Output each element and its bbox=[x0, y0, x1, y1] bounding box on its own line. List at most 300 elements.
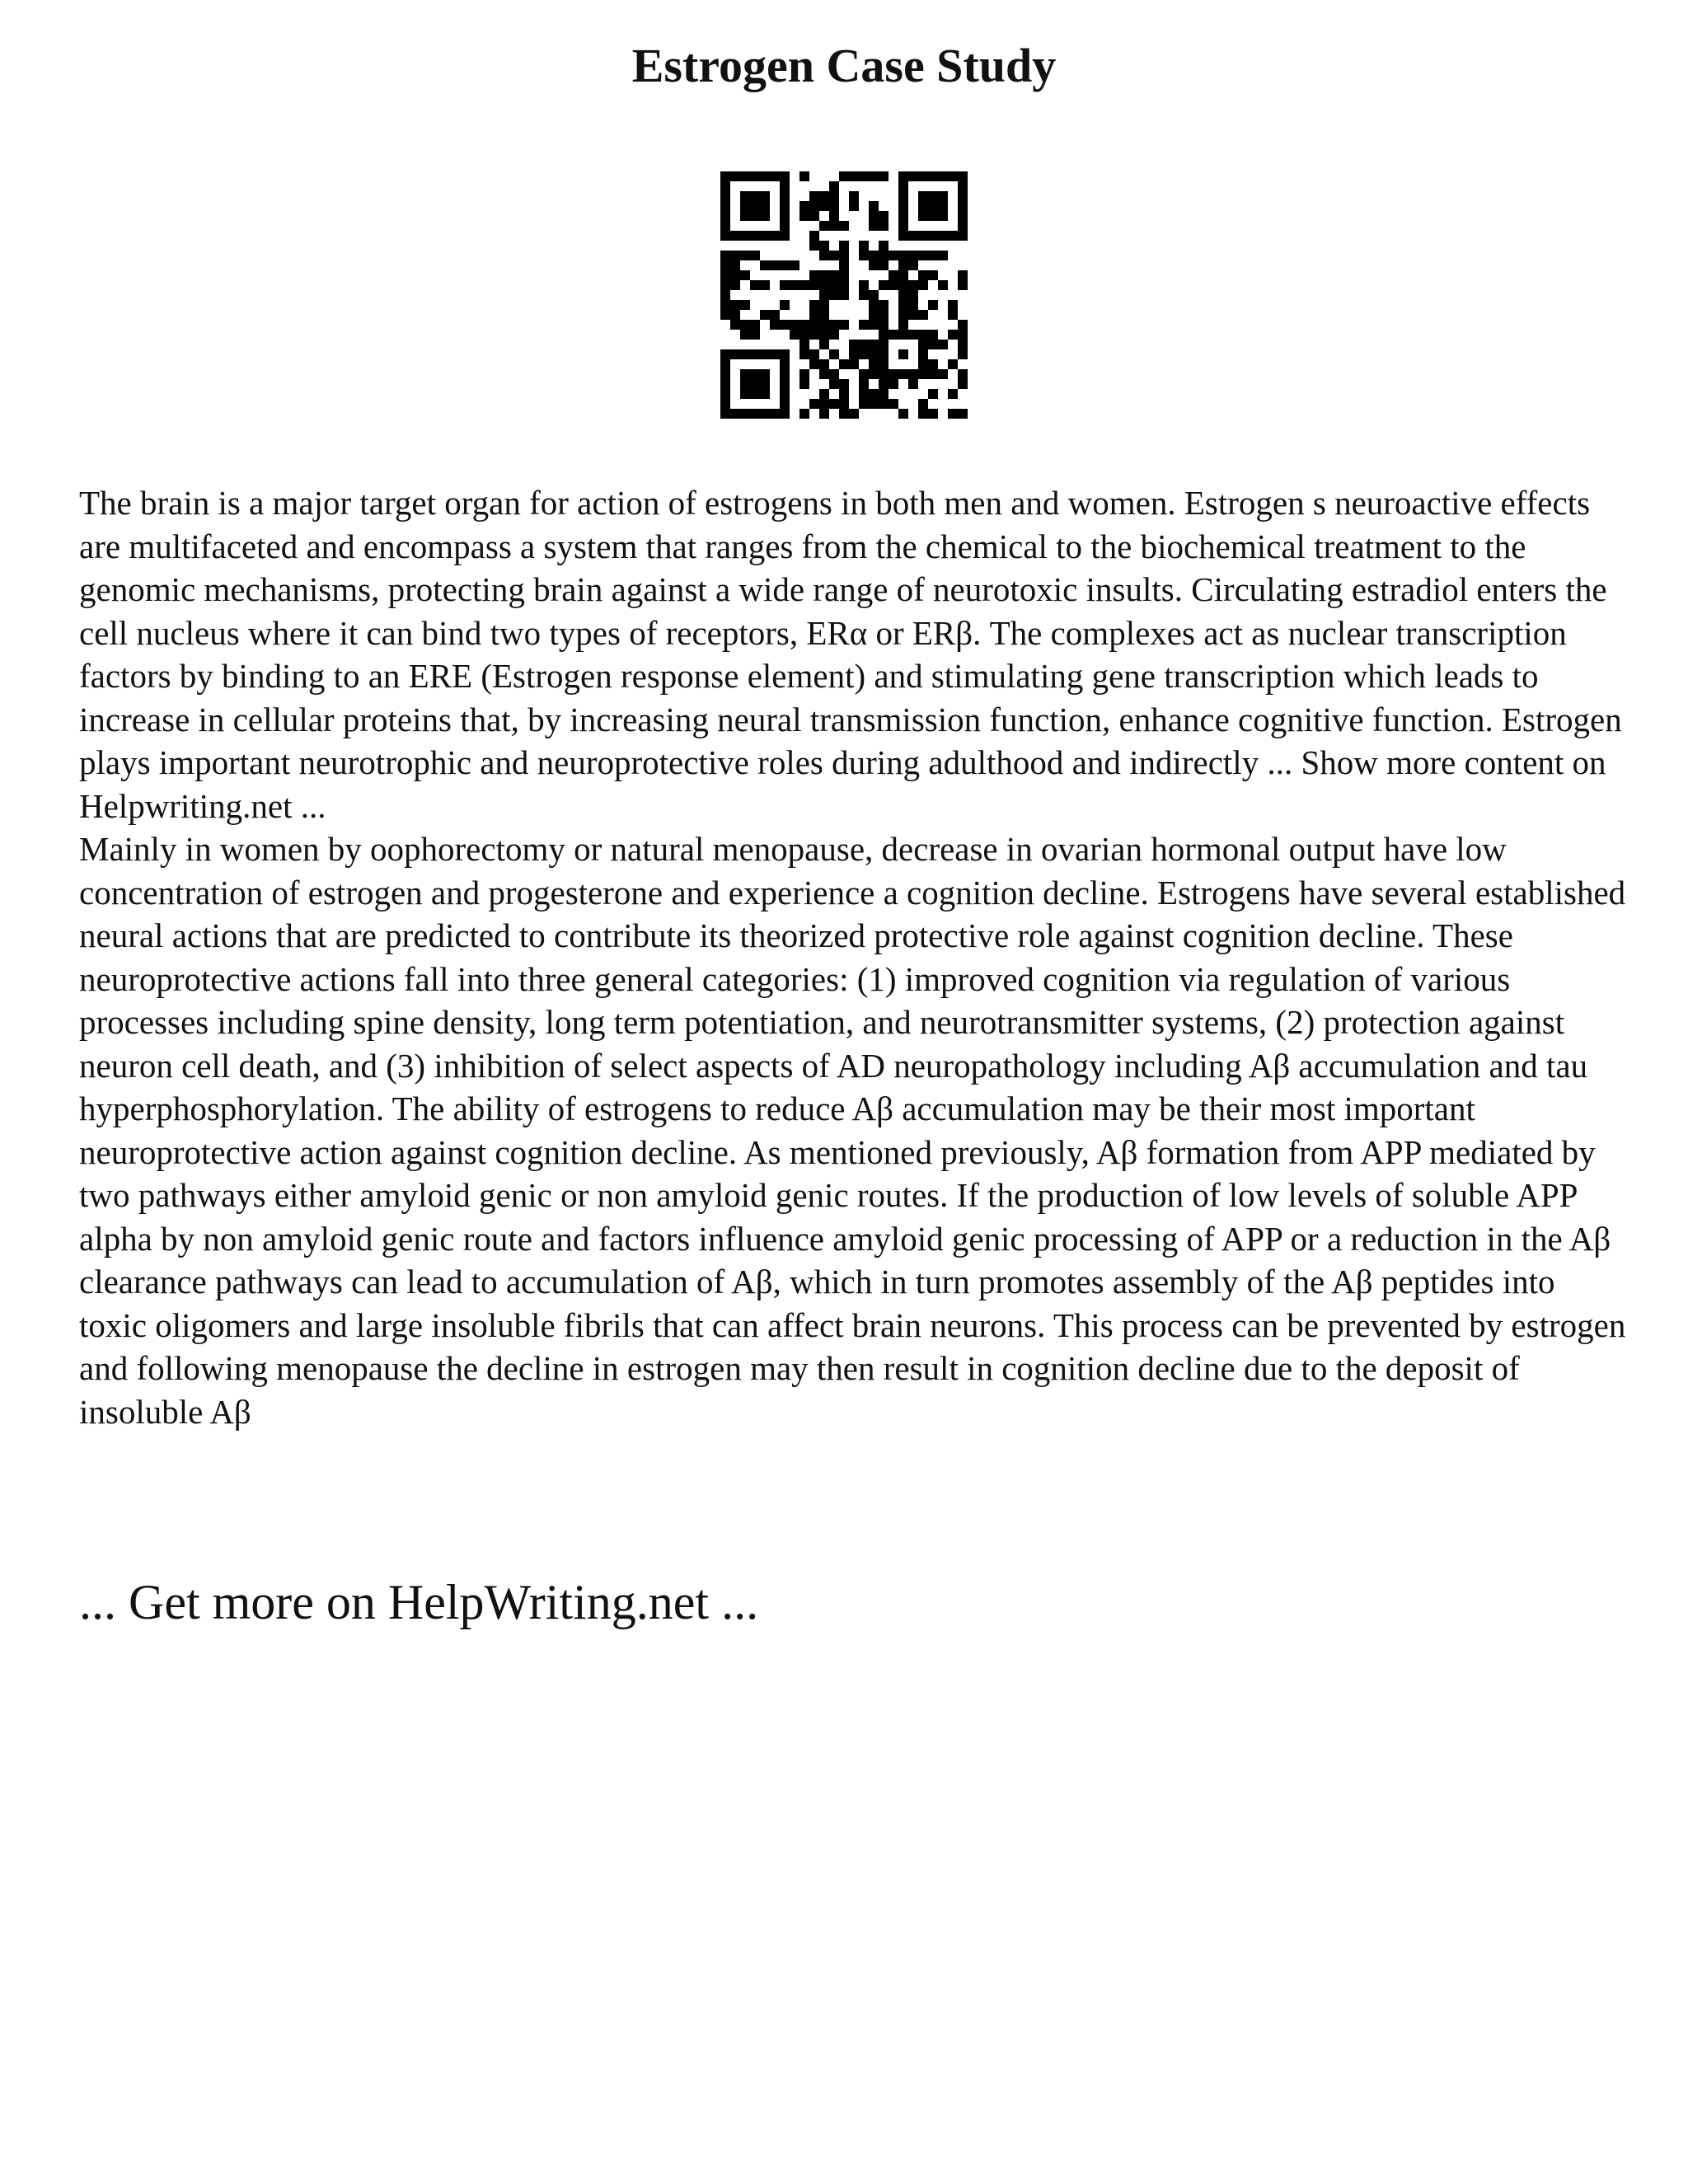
qr-module bbox=[879, 171, 889, 181]
qr-module bbox=[908, 260, 918, 270]
qr-module bbox=[958, 379, 968, 389]
qr-module bbox=[829, 221, 839, 231]
qr-module bbox=[938, 211, 948, 221]
qr-module bbox=[740, 409, 750, 419]
qr-module bbox=[750, 409, 760, 419]
qr-module bbox=[819, 280, 829, 290]
qr-module bbox=[760, 310, 770, 320]
qr-module bbox=[809, 320, 819, 330]
qr-module bbox=[839, 251, 849, 260]
qr-module bbox=[750, 251, 760, 260]
qr-module bbox=[908, 379, 918, 389]
qr-module bbox=[879, 359, 889, 369]
qr-module bbox=[839, 320, 849, 330]
qr-module bbox=[799, 330, 809, 340]
qr-module bbox=[720, 251, 730, 260]
qr-module bbox=[780, 399, 790, 409]
qr-module bbox=[730, 270, 740, 280]
qr-module bbox=[829, 201, 839, 211]
qr-module bbox=[829, 290, 839, 300]
qr-module bbox=[799, 349, 809, 359]
qr-module bbox=[869, 359, 879, 369]
qr-module bbox=[898, 181, 908, 191]
qr-module bbox=[720, 191, 730, 201]
qr-module bbox=[908, 300, 918, 310]
qr-module bbox=[839, 171, 849, 181]
qr-module bbox=[908, 231, 918, 241]
qr-module bbox=[898, 330, 908, 340]
qr-module bbox=[889, 399, 898, 409]
qr-module bbox=[849, 191, 859, 201]
qr-module bbox=[889, 379, 898, 389]
qr-module bbox=[809, 349, 819, 359]
qr-module bbox=[898, 369, 908, 379]
qr-module bbox=[889, 330, 898, 340]
qr-module bbox=[819, 201, 829, 211]
qr-module bbox=[869, 211, 879, 221]
qr-module bbox=[750, 231, 760, 241]
qr-module bbox=[730, 231, 740, 241]
qr-module bbox=[928, 171, 938, 181]
qr-module bbox=[869, 300, 879, 310]
qr-module bbox=[760, 349, 770, 359]
qr-module bbox=[958, 171, 968, 181]
qr-module bbox=[730, 409, 740, 419]
qr-module bbox=[770, 349, 780, 359]
qr-module bbox=[958, 409, 968, 419]
qr-module bbox=[780, 409, 790, 419]
qr-module bbox=[790, 330, 799, 340]
qr-module bbox=[928, 191, 938, 201]
qr-module bbox=[730, 171, 740, 181]
qr-module bbox=[730, 320, 740, 330]
qr-module bbox=[918, 280, 928, 290]
qr-module bbox=[829, 280, 839, 290]
qr-module bbox=[898, 300, 908, 310]
qr-module bbox=[809, 191, 819, 201]
qr-module bbox=[720, 181, 730, 191]
qr-module bbox=[849, 340, 859, 349]
qr-module bbox=[928, 359, 938, 369]
qr-module bbox=[819, 320, 829, 330]
qr-module bbox=[799, 211, 809, 221]
qr-module bbox=[898, 310, 908, 320]
qr-module bbox=[819, 191, 829, 201]
qr-module bbox=[819, 270, 829, 280]
qr-module bbox=[780, 191, 790, 201]
qr-module bbox=[918, 310, 928, 320]
qr-module bbox=[740, 201, 750, 211]
qr-module bbox=[849, 349, 859, 359]
qr-module bbox=[869, 251, 879, 260]
qr-module bbox=[928, 389, 938, 399]
qr-module bbox=[720, 231, 730, 241]
body-paragraph: Mainly in women by oophorectomy or natural menopause, decrease in ovarian hormonal output have low concentration of estrogen and progesterone and experience a cognition decline. Estrogens have several established neural actions that are predicted to contribute its theorized protective role against cognition decline. These neuroprotective actions fall into three general categories: (1) improved cognition via regulation of various processes including spine density, long term potentiation, and neurotransmitter systems, (2) protection against neuron cell death, and (3) inhibition of select aspects of AD neuropathology including Aβ accumulation and tau hyperphosphorylation. The ability of estrogens to reduce Aβ accumulation may be their most important neuroprotective action against cognition decline. As mentioned previously, Aβ formation from APP mediated by two pathways either amyloid genic or non amyloid genic routes. If the production of low levels of soluble APP alpha by non amyloid genic route and factors influence amyloid genic processing of APP or a reduction in the Aβ clearance pathways can lead to accumulation of Aβ, which in turn promotes assembly of the Aβ peptides into toxic oligomers and large insoluble fibrils that can affect brain neurons. This process can be prevented by estrogen and following menopause the decline in estrogen may then result in cognition decline due to the deposit of insoluble Aβ bbox=[79, 830, 1626, 1431]
qr-module bbox=[849, 201, 859, 211]
qr-module bbox=[720, 349, 730, 359]
qr-module bbox=[869, 310, 879, 320]
qr-module bbox=[859, 389, 869, 399]
qr-module bbox=[740, 300, 750, 310]
qr-module bbox=[790, 320, 799, 330]
qr-module bbox=[928, 211, 938, 221]
qr-module bbox=[889, 369, 898, 379]
get-more-link[interactable]: ... Get more on HelpWriting.net ... bbox=[79, 1575, 759, 1629]
qr-module bbox=[859, 290, 869, 300]
qr-module bbox=[809, 241, 819, 251]
qr-module bbox=[938, 251, 948, 260]
qr-module bbox=[819, 310, 829, 320]
qr-module bbox=[770, 171, 780, 181]
qr-module bbox=[720, 280, 730, 290]
qr-module bbox=[780, 181, 790, 191]
qr-module bbox=[889, 270, 898, 280]
qr-module bbox=[829, 211, 839, 221]
qr-module bbox=[958, 270, 968, 280]
qr-module bbox=[918, 340, 928, 349]
qr-module bbox=[938, 340, 948, 349]
qr-module bbox=[730, 251, 740, 260]
qr-module bbox=[918, 369, 928, 379]
qr-module bbox=[740, 389, 750, 399]
qr-module bbox=[780, 369, 790, 379]
qr-module bbox=[918, 251, 928, 260]
qr-module bbox=[938, 231, 948, 241]
qr-module bbox=[879, 369, 889, 379]
qr-module bbox=[869, 290, 879, 300]
qr-module bbox=[898, 231, 908, 241]
qr-module bbox=[829, 399, 839, 409]
qr-module bbox=[740, 231, 750, 241]
qr-module bbox=[869, 389, 879, 399]
qr-module bbox=[799, 409, 809, 419]
qr-module bbox=[898, 290, 908, 300]
qr-module bbox=[730, 349, 740, 359]
qr-module bbox=[819, 340, 829, 349]
qr-module bbox=[839, 379, 849, 389]
qr-module bbox=[938, 369, 948, 379]
qr-module bbox=[819, 409, 829, 419]
qr-module bbox=[799, 369, 809, 379]
qr-module bbox=[760, 389, 770, 399]
qr-module bbox=[879, 221, 889, 231]
qr-module bbox=[839, 389, 849, 399]
qr-module bbox=[720, 369, 730, 379]
qr-module bbox=[948, 330, 958, 340]
qr-module bbox=[809, 280, 819, 290]
qr-module bbox=[740, 211, 750, 221]
qr-module bbox=[908, 369, 918, 379]
qr-module bbox=[720, 290, 730, 300]
qr-module bbox=[780, 260, 790, 270]
qr-module bbox=[740, 369, 750, 379]
qr-module bbox=[908, 330, 918, 340]
qr-module bbox=[948, 310, 958, 320]
qr-module bbox=[720, 300, 730, 310]
qr-module bbox=[869, 399, 879, 409]
qr-module bbox=[750, 320, 760, 330]
qr-module bbox=[958, 340, 968, 349]
qr-module bbox=[918, 171, 928, 181]
qr-module bbox=[938, 171, 948, 181]
qr-module bbox=[859, 340, 869, 349]
qr-module bbox=[948, 389, 958, 399]
qr-module bbox=[799, 171, 809, 181]
qr-module bbox=[740, 171, 750, 181]
qr-module bbox=[760, 379, 770, 389]
qr-module bbox=[720, 201, 730, 211]
qr-module bbox=[839, 399, 849, 409]
qr-module bbox=[879, 260, 889, 270]
qr-module bbox=[918, 211, 928, 221]
qr-module bbox=[839, 270, 849, 280]
qr-module bbox=[928, 251, 938, 260]
qr-module bbox=[928, 231, 938, 241]
qr-module bbox=[780, 231, 790, 241]
qr-module bbox=[859, 171, 869, 181]
qr-module bbox=[799, 201, 809, 211]
qr-module bbox=[770, 320, 780, 330]
qr-module bbox=[948, 231, 958, 241]
qr-module bbox=[780, 280, 790, 290]
qr-module bbox=[889, 280, 898, 290]
qr-module bbox=[869, 369, 879, 379]
qr-module bbox=[898, 349, 908, 359]
qr-module bbox=[918, 349, 928, 359]
qr-module bbox=[859, 251, 869, 260]
qr-module bbox=[829, 349, 839, 359]
qr-module bbox=[948, 359, 958, 369]
qr-module bbox=[879, 320, 889, 330]
qr-module bbox=[898, 251, 908, 260]
qr-module bbox=[928, 330, 938, 340]
qr-module bbox=[859, 369, 869, 379]
qr-module bbox=[819, 369, 829, 379]
qr-module bbox=[879, 379, 889, 389]
qr-module bbox=[839, 290, 849, 300]
qr-module bbox=[869, 260, 879, 270]
qr-module bbox=[740, 320, 750, 330]
qr-module bbox=[859, 241, 869, 251]
qr-module bbox=[879, 340, 889, 349]
qr-module bbox=[918, 409, 928, 419]
qr-module bbox=[750, 191, 760, 201]
qr-module bbox=[720, 171, 730, 181]
qr-module bbox=[819, 221, 829, 231]
qr-module bbox=[908, 171, 918, 181]
qr-module bbox=[720, 260, 730, 270]
qr-module bbox=[720, 211, 730, 221]
qr-module bbox=[750, 379, 760, 389]
qr-module bbox=[839, 241, 849, 251]
qr-module bbox=[898, 211, 908, 221]
qr-module bbox=[809, 270, 819, 280]
qr-module bbox=[760, 171, 770, 181]
qr-module bbox=[780, 300, 790, 310]
qr-module bbox=[750, 330, 760, 340]
qr-module bbox=[958, 201, 968, 211]
qr-module bbox=[770, 409, 780, 419]
qr-module bbox=[760, 191, 770, 201]
qr-module bbox=[869, 340, 879, 349]
qr-module bbox=[730, 280, 740, 290]
qr-module bbox=[740, 270, 750, 280]
qr-module bbox=[790, 280, 799, 290]
qr-module bbox=[928, 340, 938, 349]
qr-module bbox=[809, 310, 819, 320]
qr-module bbox=[819, 241, 829, 251]
qr-module bbox=[839, 221, 849, 231]
qr-module bbox=[829, 191, 839, 201]
qr-module bbox=[750, 201, 760, 211]
qr-module bbox=[829, 251, 839, 260]
qr-module bbox=[958, 330, 968, 340]
qr-module bbox=[938, 191, 948, 201]
qr-module bbox=[780, 389, 790, 399]
qr-module bbox=[859, 349, 869, 359]
qr-module bbox=[750, 211, 760, 221]
qr-module bbox=[750, 280, 760, 290]
qr-module bbox=[879, 349, 889, 359]
qr-module bbox=[770, 310, 780, 320]
qr-module bbox=[839, 260, 849, 270]
qr-module bbox=[928, 369, 938, 379]
qr-module bbox=[958, 349, 968, 359]
qr-module bbox=[898, 260, 908, 270]
qr-module bbox=[780, 171, 790, 181]
qr-module bbox=[879, 211, 889, 221]
qr-module bbox=[908, 251, 918, 260]
qr-module bbox=[730, 300, 740, 310]
qr-module bbox=[829, 320, 839, 330]
qr-module bbox=[918, 231, 928, 241]
qr-module bbox=[958, 369, 968, 379]
qr-module bbox=[869, 349, 879, 359]
qr-module bbox=[859, 379, 869, 389]
qr-module bbox=[928, 201, 938, 211]
qr-module bbox=[938, 280, 948, 290]
qr-module bbox=[760, 260, 770, 270]
qr-module bbox=[799, 320, 809, 330]
qr-module bbox=[750, 389, 760, 399]
qr-module bbox=[879, 300, 889, 310]
qr-module bbox=[958, 280, 968, 290]
qr-module bbox=[898, 201, 908, 211]
qr-module bbox=[958, 231, 968, 241]
qr-module bbox=[780, 211, 790, 221]
qr-module bbox=[770, 260, 780, 270]
qr-module bbox=[958, 181, 968, 191]
qr-module bbox=[898, 221, 908, 231]
qr-module bbox=[849, 359, 859, 369]
qr-module bbox=[799, 340, 809, 349]
qr-module bbox=[819, 359, 829, 369]
qr-module bbox=[740, 191, 750, 201]
qr-module bbox=[879, 399, 889, 409]
qr-module bbox=[928, 300, 938, 310]
qr-module bbox=[898, 280, 908, 290]
qr-module bbox=[819, 300, 829, 310]
qr-code-icon bbox=[720, 171, 968, 419]
qr-module bbox=[918, 201, 928, 211]
qr-module bbox=[770, 231, 780, 241]
qr-module bbox=[859, 280, 869, 290]
qr-module bbox=[869, 201, 879, 211]
qr-module bbox=[799, 280, 809, 290]
qr-module bbox=[869, 221, 879, 231]
qr-module bbox=[740, 379, 750, 389]
qr-module bbox=[809, 300, 819, 310]
qr-module bbox=[809, 330, 819, 340]
qr-module bbox=[908, 280, 918, 290]
qr-module bbox=[849, 409, 859, 419]
qr-module bbox=[720, 389, 730, 399]
qr-module bbox=[918, 330, 928, 340]
qr-module bbox=[829, 379, 839, 389]
qr-module bbox=[879, 389, 889, 399]
qr-module bbox=[819, 330, 829, 340]
qr-module bbox=[760, 201, 770, 211]
qr-module bbox=[750, 369, 760, 379]
qr-module bbox=[819, 389, 829, 399]
qr-module bbox=[928, 409, 938, 419]
qr-module bbox=[948, 300, 958, 310]
qr-module bbox=[879, 241, 889, 251]
qr-module bbox=[849, 171, 859, 181]
qr-module bbox=[760, 280, 770, 290]
qr-module bbox=[908, 310, 918, 320]
qr-module bbox=[760, 369, 770, 379]
qr-module bbox=[898, 171, 908, 181]
qr-module bbox=[829, 181, 839, 191]
qr-module bbox=[898, 320, 908, 330]
qr-module bbox=[869, 320, 879, 330]
qr-module bbox=[780, 349, 790, 359]
qr-module bbox=[760, 231, 770, 241]
qr-module bbox=[918, 359, 928, 369]
qr-module bbox=[740, 349, 750, 359]
qr-module bbox=[809, 359, 819, 369]
qr-module bbox=[819, 399, 829, 409]
qr-module bbox=[958, 320, 968, 330]
qr-module bbox=[839, 359, 849, 369]
qr-module bbox=[879, 310, 889, 320]
qr-module bbox=[740, 251, 750, 260]
qr-module bbox=[720, 359, 730, 369]
qr-module bbox=[898, 270, 908, 280]
qr-module bbox=[898, 409, 908, 419]
qr-module bbox=[829, 369, 839, 379]
qr-module bbox=[809, 201, 819, 211]
qr-module bbox=[720, 221, 730, 231]
qr-module bbox=[908, 290, 918, 300]
qr-module bbox=[958, 221, 968, 231]
qr-module bbox=[780, 221, 790, 231]
qr-module bbox=[859, 320, 869, 330]
qr-module bbox=[720, 379, 730, 389]
article-body bbox=[79, 481, 1629, 1433]
qr-module bbox=[809, 231, 819, 241]
qr-module bbox=[898, 191, 908, 201]
qr-module bbox=[720, 409, 730, 419]
qr-module bbox=[879, 330, 889, 340]
page-title: Estrogen Case Study bbox=[631, 39, 1057, 92]
qr-module bbox=[918, 399, 928, 409]
qr-module bbox=[829, 330, 839, 340]
qr-module bbox=[829, 270, 839, 280]
qr-module bbox=[889, 251, 898, 260]
qr-module bbox=[740, 330, 750, 340]
